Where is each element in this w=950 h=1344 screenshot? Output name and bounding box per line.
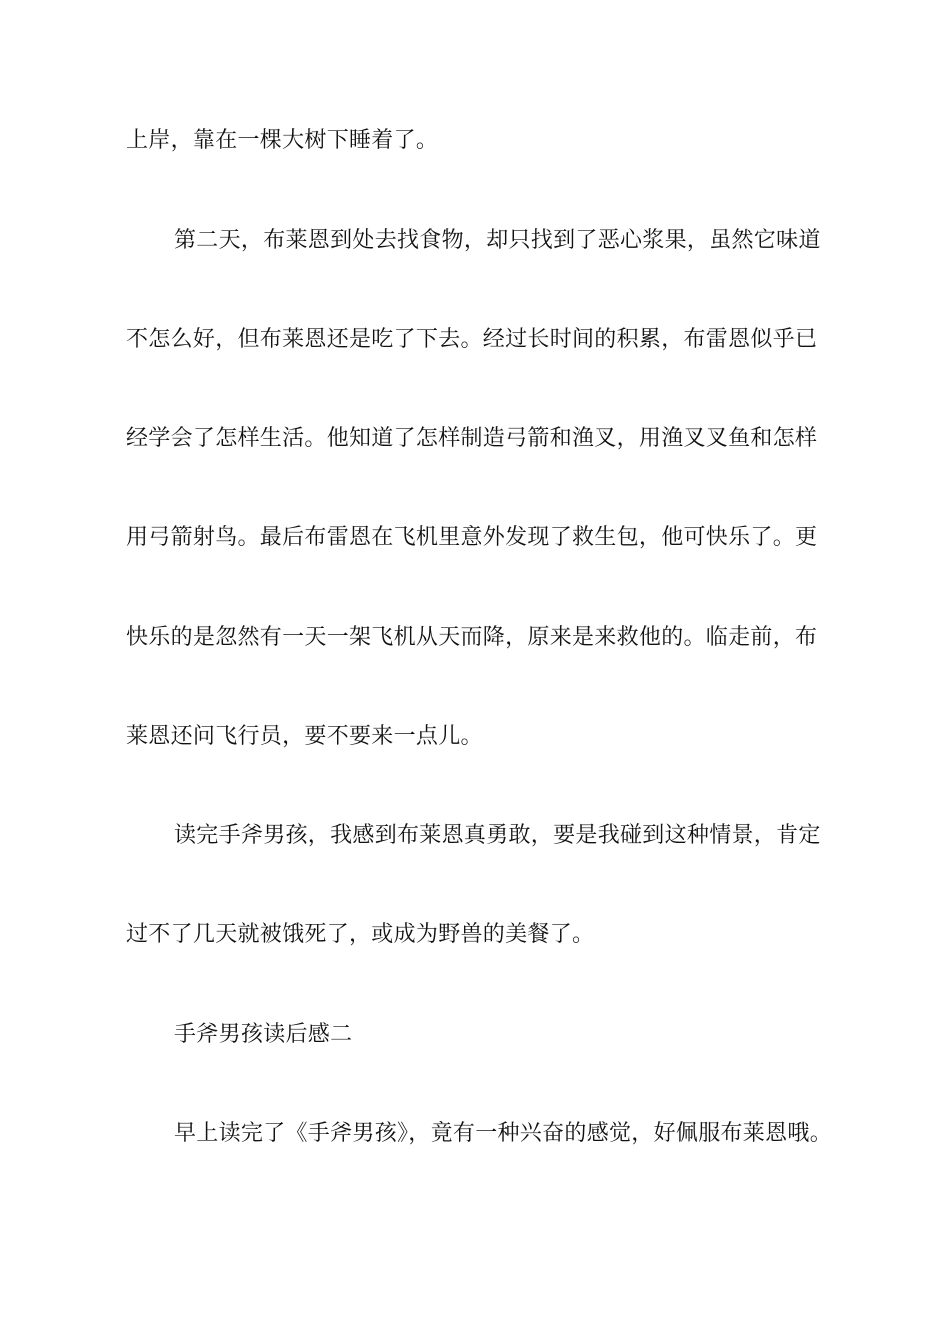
- paragraph-line: 快乐的是忽然有一天一架飞机从天而降，原来是来救他的。临走前，布: [126, 625, 818, 650]
- paragraph-line: 第二天，布莱恩到处去找食物，却只找到了恶心浆果，虽然它味道: [174, 228, 821, 253]
- paragraph-line: 不怎么好，但布莱恩还是吃了下去。经过长时间的积累，布雷恩似乎已: [126, 327, 818, 352]
- section-heading: 手斧男孩读后感二: [174, 1022, 353, 1047]
- paragraph-line: 用弓箭射鸟。最后布雷恩在飞机里意外发现了救生包，他可快乐了。更: [126, 525, 818, 550]
- paragraph-line: 经学会了怎样生活。他知道了怎样制造弓箭和渔叉，用渔叉叉鱼和怎样: [126, 426, 818, 451]
- paragraph-line: 读完手斧男孩，我感到布莱恩真勇敢，要是我碰到这种情景，肯定: [174, 823, 821, 848]
- paragraph-line: 早上读完了《手斧男孩》，竟有一种兴奋的感觉，好佩服布莱恩哦。: [174, 1121, 833, 1146]
- paragraph-line: 莱恩还问飞行员，要不要来一点儿。: [126, 724, 483, 749]
- paragraph-line: 上岸，靠在一棵大树下睡着了。: [126, 128, 439, 153]
- paragraph-line: 过不了几天就被饿死了，或成为野兽的美餐了。: [126, 922, 595, 947]
